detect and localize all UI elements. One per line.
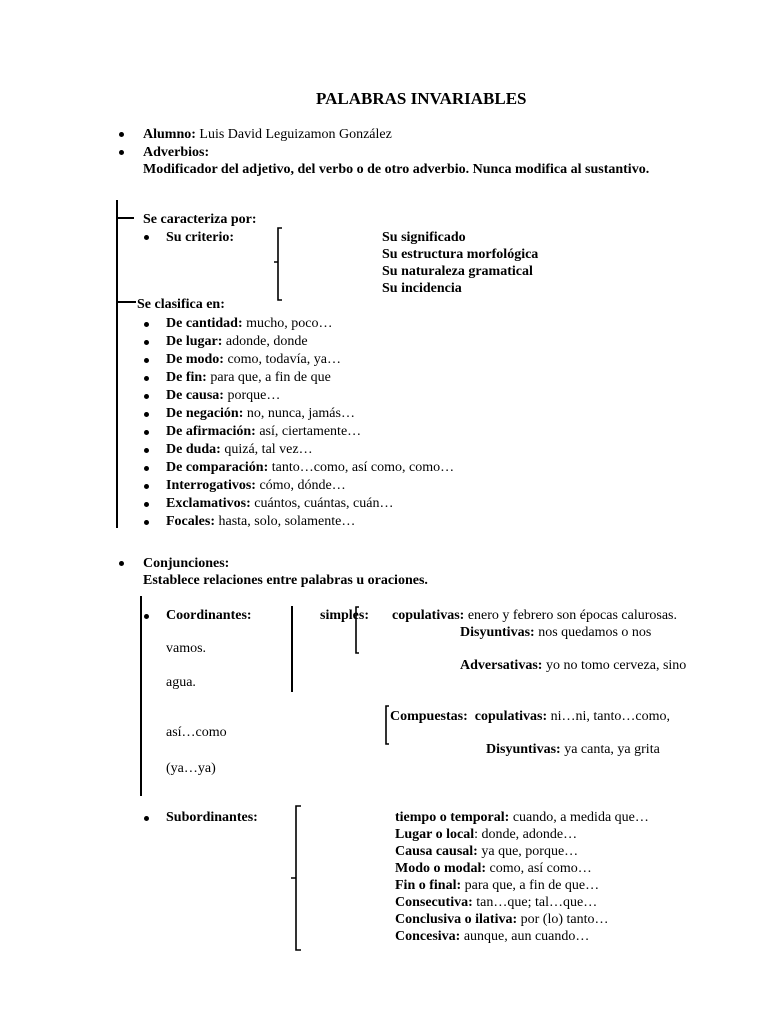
compuestas-line: Compuestas: copulativas: ni…ni, tanto…como, [390, 709, 671, 724]
subordinantes-brace-icon [286, 804, 304, 952]
bullet-icon [144, 484, 149, 489]
adverbios-bracket-line [116, 200, 118, 528]
bullet-icon [144, 412, 149, 417]
bullet-icon [144, 340, 149, 345]
conjunciones-definition: Establece relaciones entre palabras u oraciones. [143, 573, 428, 588]
criterio-item: Su naturaleza gramatical [382, 264, 533, 279]
clasifica-label: Se clasifica en: [137, 297, 225, 312]
subordinante-item: tiempo o temporal: cuando, a medida que… [395, 810, 649, 825]
clasifica-connector [116, 301, 136, 303]
bullet-icon [144, 466, 149, 471]
simples-brace-icon [351, 605, 363, 655]
comp-disyuntivas-continuation: (ya…ya) [166, 761, 216, 776]
bullet-icon [144, 816, 149, 821]
clase-item: De causa: porque… [166, 388, 281, 403]
coordinantes-label: Coordinantes: [166, 608, 252, 623]
bullet-icon [144, 235, 149, 240]
disyuntivas-line: Disyuntivas: nos quedamos o nos [460, 625, 652, 640]
comp-disyuntivas-line: Disyuntivas: ya canta, ya grita [486, 742, 660, 757]
clase-item: Focales: hasta, solo, solamente… [166, 514, 356, 529]
adversativas-line: Adversativas: yo no tomo cerveza, sino [460, 658, 687, 673]
clase-item: Interrogativos: cómo, dónde… [166, 478, 346, 493]
bullet-icon [144, 394, 149, 399]
subordinante-item: Lugar o local: donde, adonde… [395, 827, 578, 842]
bullet-icon [144, 520, 149, 525]
subordinante-item: Conclusiva o ilativa: por (lo) tanto… [395, 912, 609, 927]
bullet-icon [144, 614, 149, 619]
adverbios-definition: Modificador del adjetivo, del verbo o de otro adverbio. Nunca modifica al sustantivo. [143, 162, 650, 177]
clase-item: Exclamativos: cuántos, cuántas, cuán… [166, 496, 394, 511]
caracteriza-label: Se caracteriza por: [143, 212, 257, 227]
subordinante-item: Fin o final: para que, a fin de que… [395, 878, 600, 893]
criterio-label: Su criterio: [166, 230, 235, 245]
bullet-icon [144, 448, 149, 453]
subordinante-item: Modo o modal: como, así como… [395, 861, 592, 876]
adverbios-label: Adverbios: [143, 145, 210, 160]
clase-item: De lugar: adonde, donde [166, 334, 308, 349]
alumno-line [143, 126, 392, 143]
subordinante-item: Concesiva: aunque, aun cuando… [395, 929, 590, 944]
bullet-icon [144, 358, 149, 363]
coordinantes-bracket-line [291, 606, 293, 692]
alumno-value: Luis David Leguizamon González [199, 127, 392, 142]
clase-item: De comparación: tanto…como, así como, como… [166, 460, 455, 475]
conjunciones-label: Conjunciones: [143, 556, 230, 571]
caracteriza-connector [116, 217, 134, 219]
criterio-item: Su significado [382, 230, 466, 245]
bullet-icon [119, 132, 124, 137]
clase-item: De afirmación: así, ciertamente… [166, 424, 362, 439]
conjunciones-bracket-line [140, 596, 142, 796]
compuestas-continuation: así…como [166, 725, 227, 740]
bullet-icon [119, 150, 124, 155]
subordinantes-label: Subordinantes: [166, 810, 258, 825]
bullet-icon [119, 561, 124, 566]
clase-item: De fin: para que, a fin de que [166, 370, 331, 385]
subordinante-item: Consecutiva: tan…que; tal…que… [395, 895, 598, 910]
bullet-icon [144, 502, 149, 507]
simples-label: simples: [320, 608, 369, 623]
subordinante-item: Causa causal: ya que, porque… [395, 844, 579, 859]
criterio-brace-icon [270, 226, 286, 302]
bullet-icon [144, 322, 149, 327]
clase-item: De negación: no, nunca, jamás… [166, 406, 355, 421]
clase-item: De modo: como, todavía, ya… [166, 352, 341, 367]
disyuntivas-continuation: vamos. [166, 641, 207, 656]
adversativas-continuation: agua. [166, 675, 196, 690]
bullet-icon [144, 376, 149, 381]
alumno-label: Alumno: [143, 127, 196, 142]
criterio-item: Su incidencia [382, 281, 462, 296]
clase-item: De duda: quizá, tal vez… [166, 442, 313, 457]
clase-item: De cantidad: mucho, poco… [166, 316, 333, 331]
bullet-icon [144, 430, 149, 435]
copulativas-line: copulativas: enero y febrero son épocas calurosas. [392, 608, 677, 623]
criterio-item: Su estructura morfológica [382, 247, 539, 262]
page-title: PALABRAS INVARIABLES [316, 89, 527, 108]
